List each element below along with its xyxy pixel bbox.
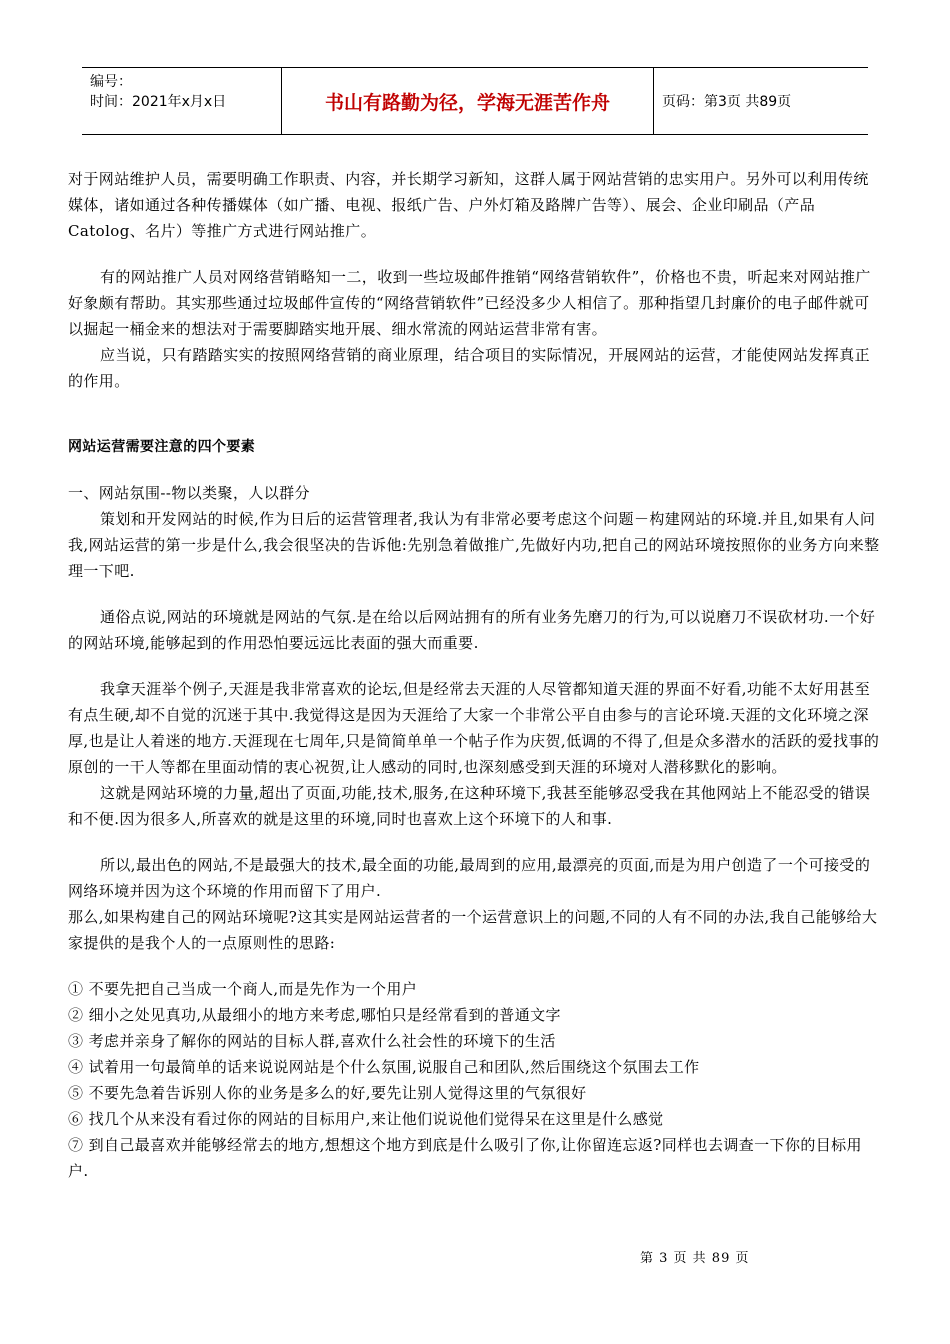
list-item: ① 不要先把自己当成一个商人,而是先作为一个用户 xyxy=(68,980,418,998)
header-page-number: 页码：第3页 共89页 xyxy=(662,94,792,110)
page-footer: 第 3 页 共 89 页 xyxy=(640,1251,750,1266)
paragraph: 应当说，只有踏踏实实的按照网络营销的商业原理，结合项目的实际情况，开展网站的运营，才能使网站发挥真正的作用。 xyxy=(68,346,871,390)
list-item: ⑦ 到自己最喜欢并能够经常去的地方,想想这个地方到底是什么吸引了你,让你留连忘返?同样也去调查一下你的目标用户. xyxy=(68,1136,862,1180)
subsection-title: 一、网站氛围--物以类聚，人以群分 xyxy=(68,484,310,502)
paragraph: 策划和开发网站的时候,作为日后的运营管理者,我认为有非常必要考虑这个问题－构建网站的环境.并且,如果有人问我,网站运营的第一步是什么,我会很坚决的告诉他:先别急着做推广,先做好内功,把自己的网站环境按照你的业务方向来整理一下吧. xyxy=(68,510,880,580)
list-item: ⑥ 找几个从来没有看过你的网站的目标用户,来让他们说说他们觉得呆在这里是什么感觉 xyxy=(68,1110,664,1128)
list-item: ③ 考虑并亲身了解你的网站的目标人群,喜欢什么社会性的环境下的生活 xyxy=(68,1032,556,1050)
list-item: ④ 试着用一句最简单的话来说说网站是个什么氛围,说服自己和团队,然后围绕这个氛围去工作 xyxy=(68,1058,700,1076)
paragraph: 所以,最出色的网站,不是最强大的技术,最全面的功能,最周到的应用,最漂亮的页面,而是为用户创造了一个可接受的网络环境并因为这个环境的作用而留下了用户. xyxy=(68,856,871,900)
list-item: ⑤ 不要先急着告诉别人你的业务是多么的好,要先让别人觉得这里的气氛很好 xyxy=(68,1084,587,1102)
paragraph: 这就是网站环境的力量,超出了页面,功能,技术,服务,在这种环境下,我甚至能够忍受我在其他网站上不能忍受的错误和不便.因为很多人,所喜欢的就是这里的环境,同时也喜欢上这个环境下的人和事. xyxy=(68,784,871,828)
paragraph: 有的网站推广人员对网络营销略知一二，收到一些垃圾邮件推销“网络营销软件”，价格也不贵，听起来对网站推广好象颇有帮助。其实那些通过垃圾邮件宣传的“网络营销软件”已经没多少人相信了。那种指望几封廉价的电子邮件就可以掘起一桶金来的想法对于需要脚踏实地开展、细水常流的网站运营非常有害。 xyxy=(68,268,871,338)
list-item: ② 细小之处见真功,从最细小的地方来考虑,哪怕只是经常看到的普通文字 xyxy=(68,1006,561,1024)
header-meta xyxy=(82,68,282,134)
paragraph: 那么,如果构建自己的网站环境呢?这其实是网站运营者的一个运营意识上的问题,不同的人有不同的办法,我自己能够给大家提供的是我个人的一点原则性的思路: xyxy=(68,908,878,952)
section-heading: 网站运营需要注意的四个要素 xyxy=(68,439,256,455)
header-slogan: 书山有路勤为径，学海无涯苦作舟 xyxy=(282,68,654,134)
document-body xyxy=(68,166,882,1184)
document-number-label: 编号： xyxy=(90,74,132,90)
page-header xyxy=(82,67,868,135)
paragraph: 通俗点说,网站的环境就是网站的气氛.是在给以后网站拥有的所有业务先磨刀的行为,可以说磨刀不误砍材功.一个好的网站环境,能够起到的作用恐怕要远远比表面的强大而重要. xyxy=(68,608,876,652)
document-time-label: 时间：2021年x月x日 xyxy=(90,94,227,110)
paragraph: 对于网站维护人员，需要明确工作职责、内容，并长期学习新知，这群人属于网站营销的忠实用户。另外可以利用传统媒体，诸如通过各种传播媒体（如广播、电视、报纸广告、户外灯箱及路牌广告等）、展会、企业印刷品（产品Catolog、名片）等推广方式进行网站推广。 xyxy=(68,170,869,240)
paragraph: 我拿天涯举个例子,天涯是我非常喜欢的论坛,但是经常去天涯的人尽管都知道天涯的界面不好看,功能不太好用甚至有点生硬,却不自觉的沉迷于其中.我觉得这是因为天涯给了大家一个非常公平自由参与的言论环境.天涯的文化环境之深厚,也是让人着迷的地方.天涯现在七周年,只是简简单单一个帖子作为庆贺,低调的不得了,但是众多潜水的活跃的爱找事的原创的一干人等都在里面动情的衷心祝贺,让人感动的同时,也深刻感受到天涯的环境对人潜移默化的影响。 xyxy=(68,680,880,776)
